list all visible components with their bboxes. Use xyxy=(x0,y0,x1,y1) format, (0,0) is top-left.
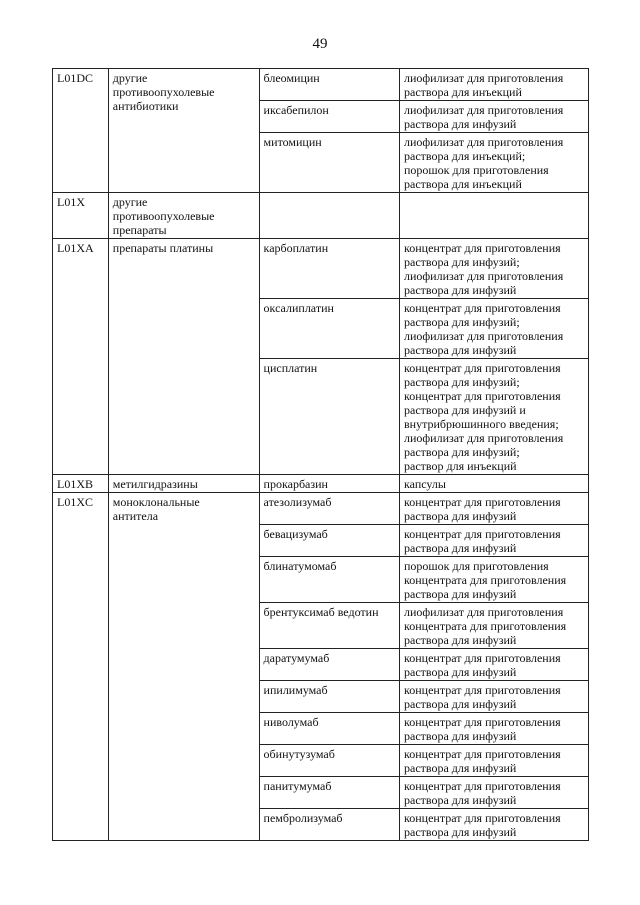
dosage-form-line: раствора для инфузий xyxy=(404,343,517,357)
dosage-form-line: концентрат для приготовления xyxy=(404,495,561,509)
group-name-line: антибиотики xyxy=(112,99,179,113)
dosage-form-line: концентрат для приготовления xyxy=(404,651,561,665)
dosage-form-line: концентрат для приготовления xyxy=(404,683,561,697)
group-name-cell xyxy=(108,493,259,841)
dosage-form-cell xyxy=(400,777,589,809)
group-name-line: препараты xyxy=(112,223,167,237)
dosage-form-line: раствора для инъекций xyxy=(404,85,522,99)
drug-name-cell: ипилимумаб xyxy=(259,681,399,713)
dosage-form-line: раствора для инфузий; xyxy=(404,445,520,459)
dosage-form-line: лиофилизат для приготовления xyxy=(404,605,564,619)
dosage-form-line: раствор для инъекций xyxy=(404,459,517,473)
dosage-form-line: раствора для инфузий; xyxy=(404,375,520,389)
dosage-form-cell xyxy=(400,649,589,681)
dosage-form-cell xyxy=(400,193,589,239)
dosage-form-line: раствора для инъекций xyxy=(404,177,522,191)
dosage-form-line: порошок для приготовления xyxy=(404,559,549,573)
group-name-cell xyxy=(108,69,259,193)
dosage-form-line: концентрата для приготовления xyxy=(404,619,567,633)
page-number: 49 xyxy=(312,36,328,52)
dosage-form-line: концентрата для приготовления xyxy=(404,573,567,587)
dosage-form-line: раствора для инфузий xyxy=(404,283,517,297)
atc-code-cell: L01X xyxy=(53,193,109,239)
dosage-form-line: концентрат для приготовления xyxy=(404,527,561,541)
dosage-form-line: раствора для инфузий xyxy=(404,117,517,131)
dosage-form-line: раствора для инфузий xyxy=(404,541,517,555)
group-name-cell xyxy=(108,193,259,239)
dosage-form-line: раствора для инъекций; xyxy=(404,149,526,163)
dosage-form-line: раствора для инфузий xyxy=(404,509,517,523)
dosage-form-cell xyxy=(400,101,589,133)
atc-code-cell: L01DC xyxy=(53,69,109,193)
dosage-form-line: раствора для инфузий; xyxy=(404,315,520,329)
table-row xyxy=(53,193,589,239)
dosage-form-line: раствора для инфузий xyxy=(404,729,517,743)
dosage-form-line: раствора для инфузий; xyxy=(404,255,520,269)
dosage-form-cell xyxy=(400,299,589,359)
group-name-line: противоопухолевые xyxy=(112,85,215,99)
drug-name-cell: оксалиплатин xyxy=(259,299,399,359)
drug-name-cell: даратумумаб xyxy=(259,649,399,681)
dosage-form-line: лиофилизат для приготовления xyxy=(404,135,564,149)
group-name-line: метилгидразины xyxy=(112,477,198,491)
dosage-form-line: лиофилизат для приготовления xyxy=(404,329,564,343)
drug-table xyxy=(52,68,589,841)
dosage-form-line: лиофилизат для приготовления xyxy=(404,269,564,283)
dosage-form-line: порошок для приготовления xyxy=(404,163,549,177)
dosage-form-line: концентрат для приготовления xyxy=(404,779,561,793)
dosage-form-line: лиофилизат для приготовления xyxy=(404,431,564,445)
dosage-form-line: раствора для инфузий xyxy=(404,633,517,647)
atc-code-cell: L01XC xyxy=(53,493,109,841)
drug-name-cell xyxy=(259,193,399,239)
dosage-form-cell xyxy=(400,681,589,713)
dosage-form-line: концентрат для приготовления xyxy=(404,389,561,403)
dosage-form-line: внутрибрюшинного введения; xyxy=(404,417,559,431)
drug-table-body xyxy=(53,69,589,841)
dosage-form-line: раствора для инфузий xyxy=(404,697,517,711)
group-name-line: препараты платины xyxy=(112,241,214,255)
dosage-form-line: раствора для инфузий xyxy=(404,665,517,679)
drug-name-cell: митомицин xyxy=(259,133,399,193)
group-name-line: моноклональные xyxy=(112,495,200,509)
dosage-form-line: лиофилизат для приготовления xyxy=(404,71,564,85)
table-row xyxy=(53,239,589,299)
group-name-line: антитела xyxy=(112,509,159,523)
drug-name-cell: иксабепилон xyxy=(259,101,399,133)
drug-name-cell: бевацизумаб xyxy=(259,525,399,557)
drug-name-cell: прокарбазин xyxy=(259,475,399,493)
dosage-form-cell xyxy=(400,133,589,193)
table-row xyxy=(53,493,589,525)
dosage-form-line: раствора для инфузий xyxy=(404,761,517,775)
group-name-cell xyxy=(108,475,259,493)
drug-name-cell: блеомицин xyxy=(259,69,399,101)
drug-name-cell: обинутузумаб xyxy=(259,745,399,777)
dosage-form-line: раствора для инфузий и xyxy=(404,403,526,417)
dosage-form-line: раствора для инфузий xyxy=(404,793,517,807)
dosage-form-cell xyxy=(400,475,589,493)
atc-code-cell: L01XB xyxy=(53,475,109,493)
dosage-form-line: капсулы xyxy=(404,477,446,491)
dosage-form-line: концентрат для приготовления xyxy=(404,361,561,375)
dosage-form-cell xyxy=(400,359,589,475)
table-row xyxy=(53,69,589,101)
drug-name-cell: атезолизумаб xyxy=(259,493,399,525)
table-row xyxy=(53,475,589,493)
group-name-line: другие xyxy=(112,195,148,209)
dosage-form-cell xyxy=(400,713,589,745)
drug-name-cell: панитумумаб xyxy=(259,777,399,809)
drug-name-cell: цисплатин xyxy=(259,359,399,475)
dosage-form-cell xyxy=(400,525,589,557)
dosage-form-cell xyxy=(400,239,589,299)
dosage-form-line: лиофилизат для приготовления xyxy=(404,103,564,117)
dosage-form-line: концентрат для приготовления xyxy=(404,747,561,761)
dosage-form-line: концентрат для приготовления xyxy=(404,811,561,825)
dosage-form-line: раствора для инфузий xyxy=(404,587,517,601)
dosage-form-line: концентрат для приготовления xyxy=(404,301,561,315)
dosage-form-cell xyxy=(400,809,589,841)
drug-name-cell: ниволумаб xyxy=(259,713,399,745)
drug-name-cell: блинатумомаб xyxy=(259,557,399,603)
dosage-form-line: раствора для инфузий xyxy=(404,825,517,839)
drug-name-cell: брентуксимаб ведотин xyxy=(259,603,399,649)
dosage-form-cell xyxy=(400,745,589,777)
dosage-form-line: концентрат для приготовления xyxy=(404,715,561,729)
dosage-form-line: концентрат для приготовления xyxy=(404,241,561,255)
dosage-form-cell xyxy=(400,69,589,101)
group-name-line: противоопухолевые xyxy=(112,209,215,223)
dosage-form-cell xyxy=(400,603,589,649)
dosage-form-cell xyxy=(400,557,589,603)
dosage-form-cell xyxy=(400,493,589,525)
group-name-cell xyxy=(108,239,259,475)
drug-name-cell: карбоплатин xyxy=(259,239,399,299)
atc-code-cell: L01XA xyxy=(53,239,109,475)
group-name-line: другие xyxy=(112,71,148,85)
drug-name-cell: пембролизумаб xyxy=(259,809,399,841)
